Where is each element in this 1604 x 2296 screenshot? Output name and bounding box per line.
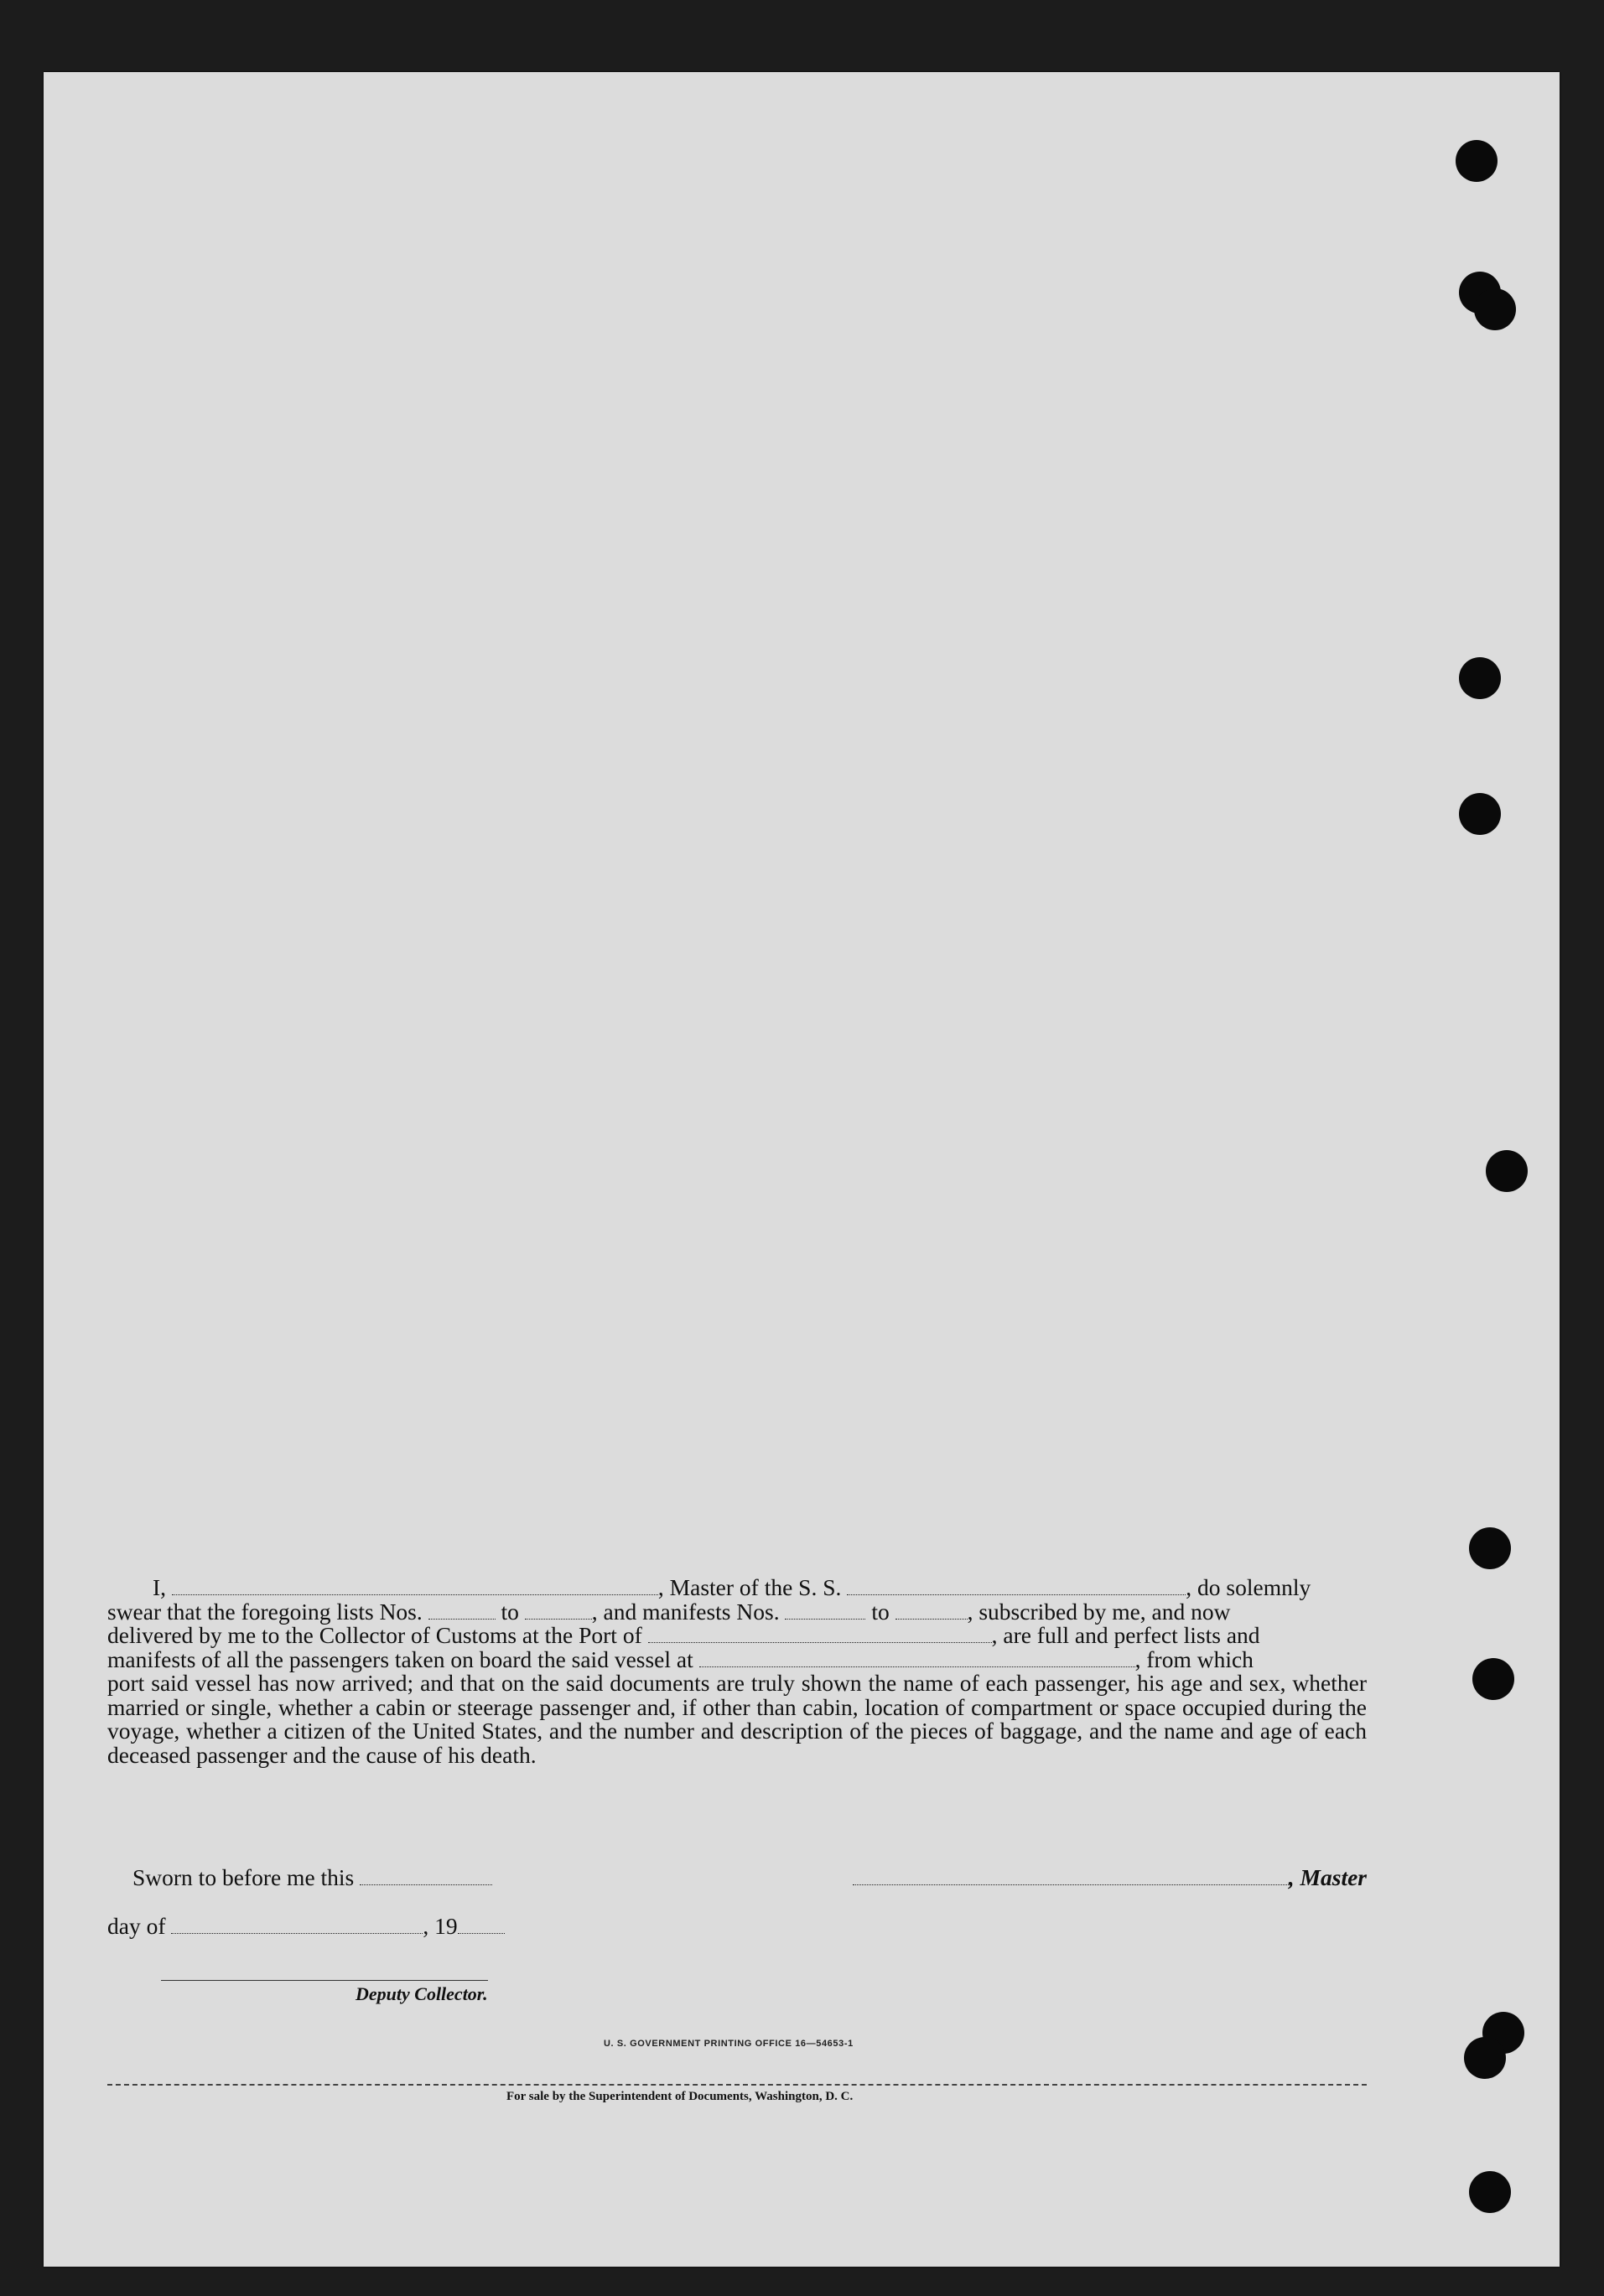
cut-line — [107, 2084, 1367, 2086]
punch-hole — [1459, 793, 1501, 835]
master-signature-blank[interactable] — [853, 1868, 1289, 1885]
oath-from-which: , from which — [1134, 1646, 1254, 1672]
month-blank[interactable] — [171, 1916, 423, 1934]
oath-swear: swear that the foregoing lists Nos. — [107, 1598, 423, 1625]
punch-hole — [1456, 140, 1498, 182]
year-prefix: , 19 — [423, 1913, 458, 1939]
oath-to-2: to — [871, 1598, 890, 1625]
oath-i: I, — [153, 1574, 167, 1600]
oath-full-perfect: , are full and perfect lists and — [991, 1622, 1260, 1648]
gpo-imprint: U. S. GOVERNMENT PRINTING OFFICE 16—54653-1 — [604, 2039, 854, 2049]
deputy-collector-label: Deputy Collector. — [356, 1983, 488, 2004]
list-from-blank[interactable] — [428, 1602, 496, 1620]
ship-name-blank[interactable] — [847, 1578, 1186, 1595]
punch-hole — [1469, 1527, 1511, 1569]
master-oath-paragraph — [107, 1576, 1367, 1767]
oath-rest: port said vessel has now arrived; and that on the said documents are truly shown the name of each passenger, his age and sex, whether married or single, whether a cabin or steerage passenger and, if other than cabin, location of compartment or space occupied during the voyage, whether a citizen of the United States, and the number and description of the pieces of baggage, and the name and age of each deceased passenger and the cause of his death. — [107, 1670, 1367, 1768]
manifest-from-blank[interactable] — [785, 1602, 865, 1620]
master-name-blank[interactable] — [172, 1578, 658, 1595]
sworn-line — [107, 1864, 1367, 1898]
master-label: , Master — [1288, 1864, 1367, 1890]
punch-hole — [1486, 1150, 1528, 1192]
day-of-line — [107, 1913, 505, 1940]
punch-hole — [1464, 2037, 1506, 2079]
list-to-blank[interactable] — [525, 1602, 592, 1620]
oath-master-of: , Master of the S. S. — [657, 1574, 842, 1600]
port-of-arrival-blank[interactable] — [648, 1625, 992, 1643]
punch-hole — [1459, 657, 1501, 699]
port-of-departure-blank[interactable] — [699, 1650, 1135, 1667]
punch-hole — [1472, 1658, 1514, 1700]
oath-to-1: to — [501, 1598, 519, 1625]
oath-do-solemnly: , do solemnly — [1186, 1574, 1311, 1600]
for-sale-notice: For sale by the Superintendent of Documents, Washington, D. C. — [506, 2090, 854, 2103]
year-blank[interactable] — [458, 1916, 505, 1934]
punch-hole — [1469, 2171, 1511, 2213]
oath-manifests-all: manifests of all the passengers taken on board the said vessel at — [107, 1646, 693, 1672]
sworn-label: Sworn to before me this — [132, 1864, 355, 1890]
day-of-label: day of — [107, 1913, 166, 1939]
punch-hole — [1474, 288, 1516, 330]
deputy-signature-line[interactable] — [161, 1980, 488, 1981]
oath-subscribed: , subscribed by me, and now — [967, 1598, 1231, 1625]
oath-delivered: delivered by me to the Collector of Customs at the Port of — [107, 1622, 642, 1648]
manifest-to-blank[interactable] — [895, 1602, 968, 1620]
oath-and-manifests: , and manifests Nos. — [591, 1598, 780, 1625]
sworn-day-blank[interactable] — [360, 1868, 492, 1885]
